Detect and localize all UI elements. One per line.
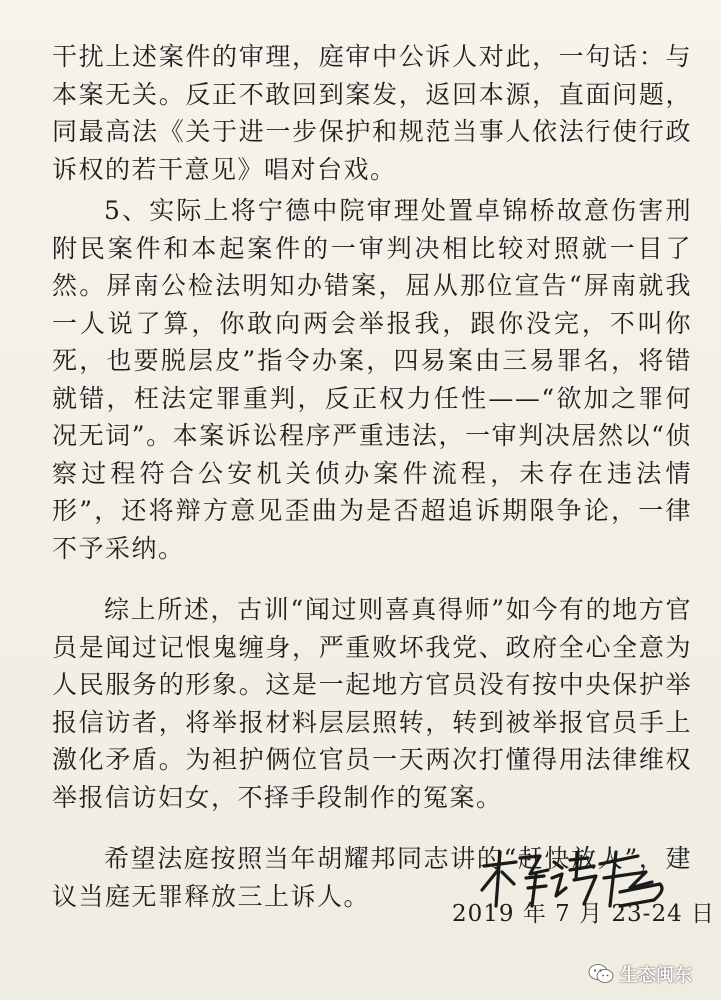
watermark [588,960,692,988]
wechat-icon [588,963,614,985]
date-line: 2019 年 7 月 23-24 日 [452,901,716,927]
letter-body [52,38,692,915]
paragraph-continuation: 干扰上述案件的审理，庭审中公诉人对此，一句话：与本案无关。反正不敢回到案发，返回本源，直面问题，同最高法《关于进一步保护和规范当事人依法行使行政诉权的若干意见》唱对台戏。 [52,42,692,184]
paragraph-point-5: 5、实际上将宁德中院审理处置卓锦桥故意伤害刑附民案件和本起案件的一审判决相比较对照就一目了然。屏南公检法明知办错案，屈从那位宣告“屏南就我一人说了算，你敢向两会举报我，跟你没完，不叫你死，也要脱层皮”指令办案，四易案由三易罪名，将错就错，枉法定罪重判，反正权力任性——“欲加之罪何况无词”。本案诉讼程序严重违法，一审判决居然以“侦察过程符合公安机关侦办案件流程，未存在违法情形”，还将辩方意见歪曲为是否超追诉期限争论，一律不予采纳。 [52,196,692,563]
watermark-label: 生态闽东 [620,965,692,986]
paragraph-request: 希望法庭按照当年胡耀邦同志讲的“赶快放人”，建议当庭无罪释放三上诉人。 [52,844,692,911]
paragraph-summary: 综上所述，古训“闻过则喜真得师”如今有的地方官员是闻过记恨鬼缠身，严重败坏我党、政府全心全意为人民服务的形象。这是一起地方官员没有按中央保护举报信访者，将举报材料层层照转，转到被举报官员手上激化矛盾。为袒护俩位官员一天两次打懂得用法律维权举报信访妇女，不择手段制作的冤案。 [52,595,692,812]
